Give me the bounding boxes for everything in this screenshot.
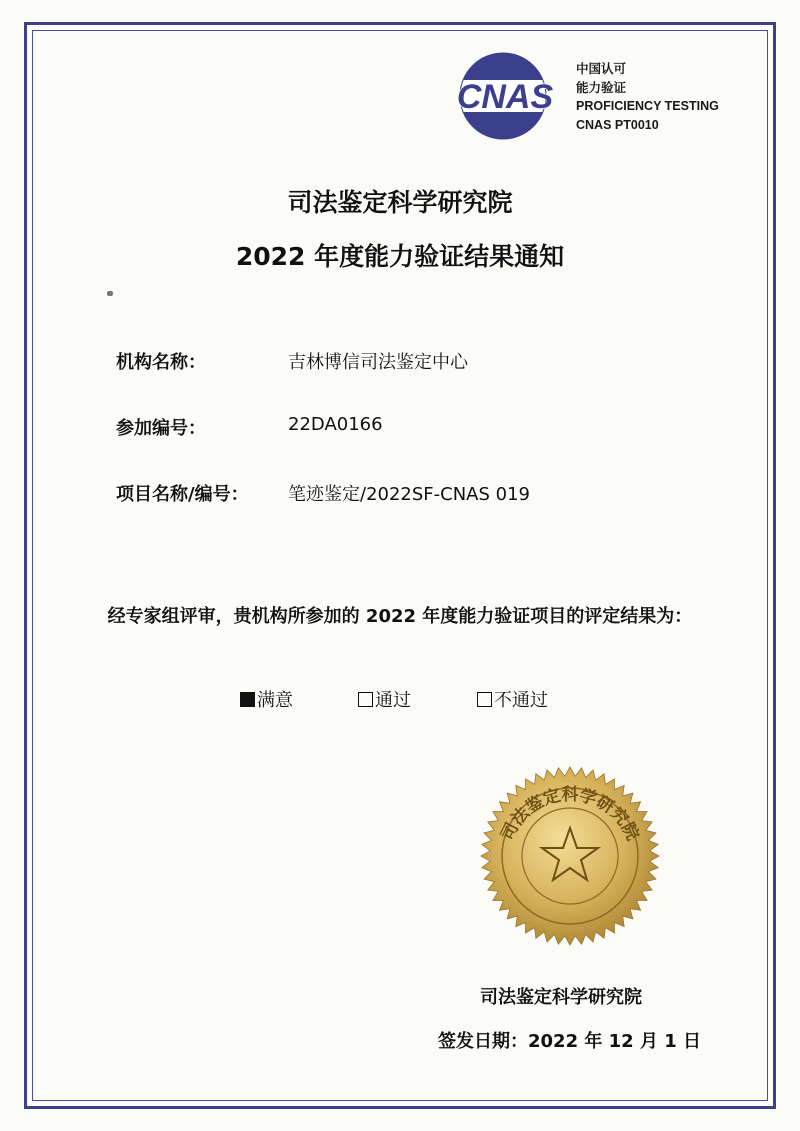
- checked-box-icon: [240, 692, 255, 707]
- cnas-line-4: CNAS PT0010: [576, 117, 659, 132]
- option-satisfactory: [240, 686, 293, 712]
- issuer-name: 司法鉴定科学研究院: [480, 987, 642, 1008]
- result-statement: 经专家组评审，贵机构所参加的 2022 年度能力验证项目的评定结果为：: [107, 606, 693, 627]
- field-project: [116, 480, 530, 506]
- field-org-name: [116, 348, 468, 374]
- cnas-line-1: 中国认可: [576, 62, 627, 76]
- unchecked-box-icon: [477, 692, 492, 707]
- option-label: 不通过: [494, 690, 548, 711]
- option-pass: [358, 686, 411, 712]
- cnas-line-3: PROFICIENCY TESTING: [576, 99, 719, 113]
- field-value: 笔迹鉴定/2022SF-CNAS 019: [288, 484, 530, 505]
- gold-seal: [480, 766, 660, 946]
- option-label: 满意: [257, 690, 293, 711]
- paper-speck: [107, 291, 113, 296]
- field-label: 参加编号：: [116, 418, 206, 439]
- option-label: 通过: [375, 690, 411, 711]
- issue-date: [438, 1027, 701, 1053]
- seal-text: 司法鉴定科学研究院: [497, 785, 643, 844]
- cnas-logo-text: CNAS: [456, 78, 554, 116]
- field-label: 项目名称/编号：: [116, 484, 249, 505]
- title-line-1: 司法鉴定科学研究院: [287, 188, 513, 217]
- title-line-2: 2022 年度能力验证结果通知: [235, 242, 565, 271]
- field-participant-id: [116, 414, 383, 440]
- date-value: 2022 年 12 月 1 日: [528, 1031, 702, 1052]
- field-value: 22DA0166: [288, 414, 383, 435]
- field-label: 机构名称：: [116, 352, 206, 373]
- field-value: 吉林博信司法鉴定中心: [288, 352, 468, 373]
- option-fail: [477, 686, 548, 712]
- unchecked-box-icon: [358, 692, 373, 707]
- cnas-caption: [576, 60, 719, 134]
- cnas-line-2: 能力验证: [576, 80, 627, 95]
- cnas-logo: [448, 52, 562, 140]
- date-label: 签发日期：: [438, 1031, 528, 1052]
